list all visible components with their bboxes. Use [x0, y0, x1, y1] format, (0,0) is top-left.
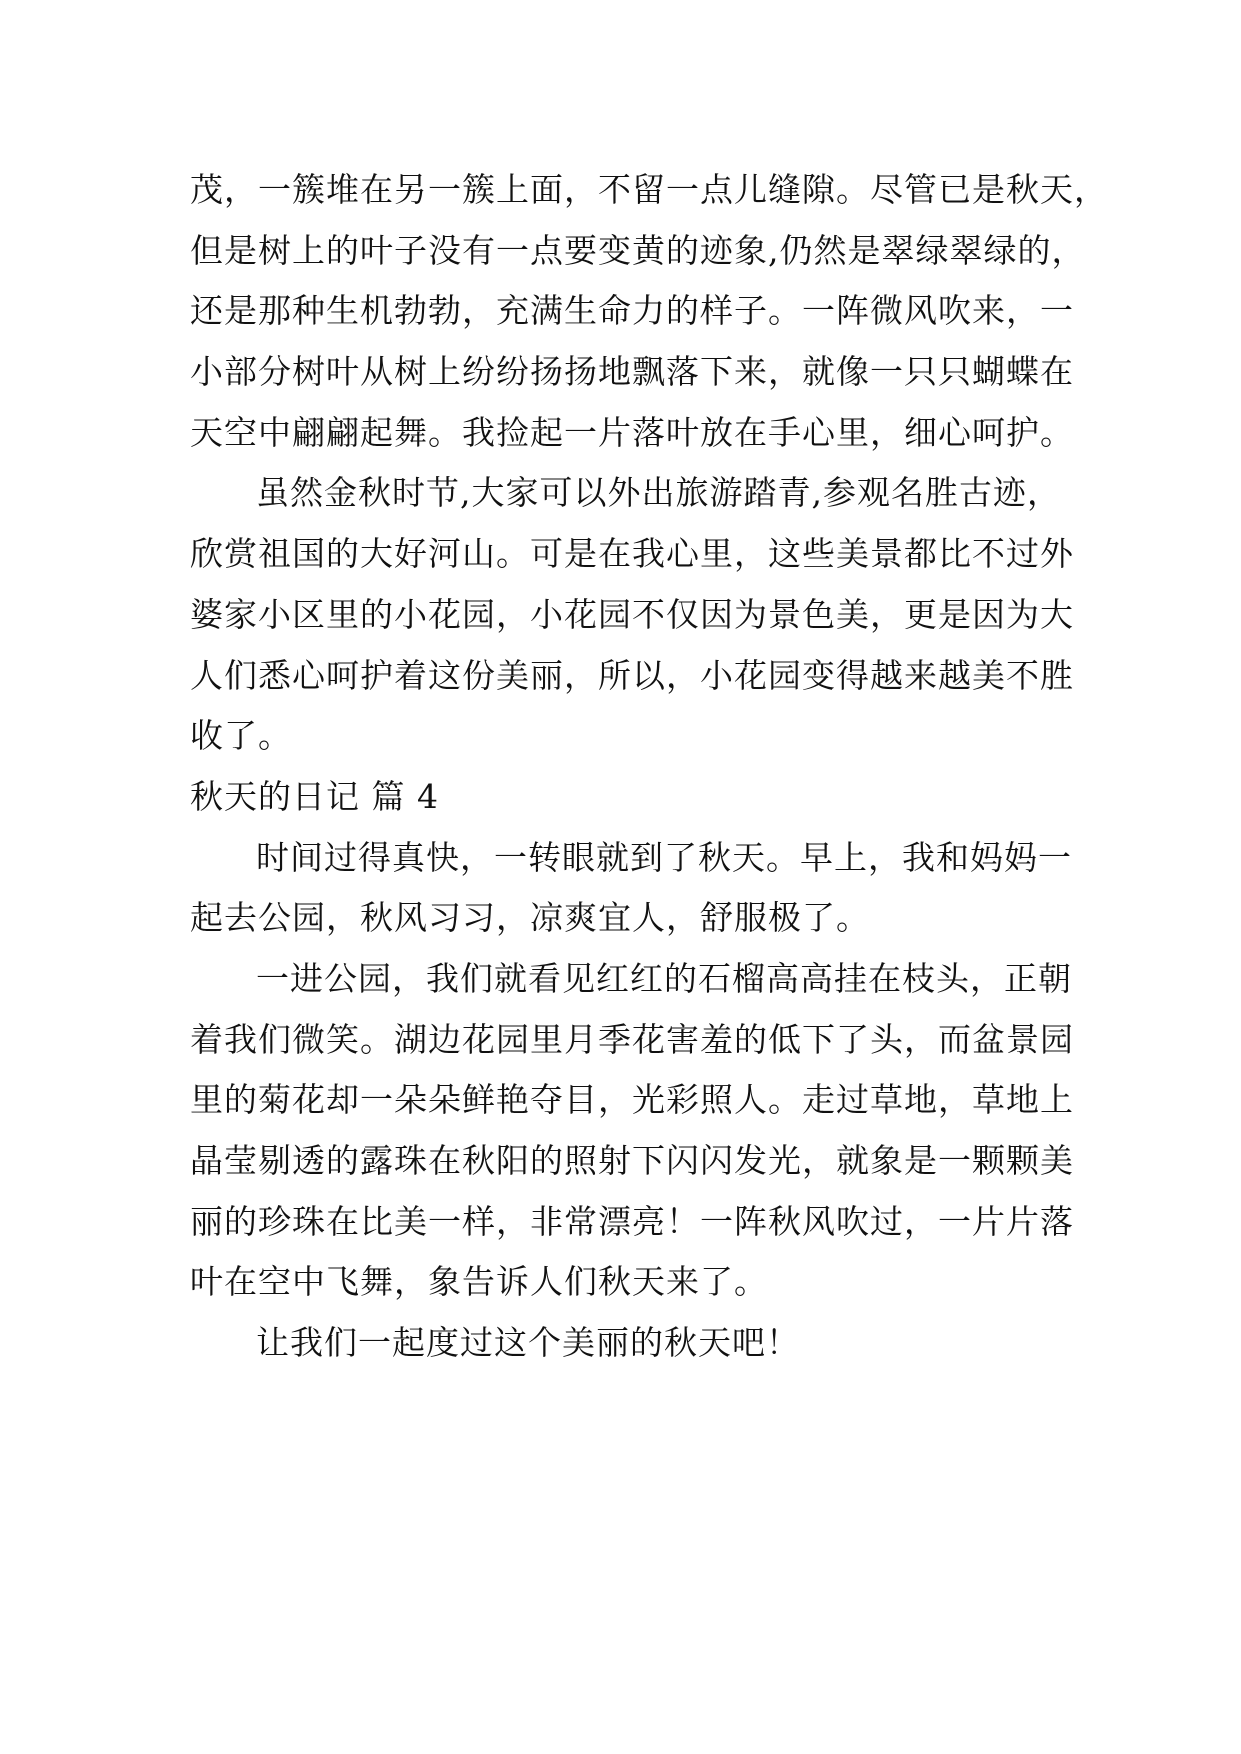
text-line: 里的菊花却一朵朵鲜艳夺目，光彩照人。走过草地，草地上	[190, 1080, 1074, 1120]
paragraph-first-line: 虽然金秋时节,大家可以外出旅游踏青,参观名胜古迹，	[256, 473, 1061, 513]
text-line: 晶莹剔透的露珠在秋阳的照射下闪闪发光，就象是一颗颗美	[190, 1141, 1074, 1180]
text-line: 茂，一簇堆在另一簇上面，不留一点儿缝隙。尽管已是秋天，	[190, 170, 1108, 209]
text-line: 起去公园，秋风习习，凉爽宜人，舒服极了。	[190, 898, 870, 938]
paragraph-first-line: 时间过得真快，一转眼就到了秋天。早上，我和妈妈一	[256, 837, 1072, 877]
document-body	[190, 160, 1108, 1374]
paragraph-first-line: 让我们一起度过这个美丽的秋天吧！	[256, 1323, 800, 1363]
text-line: 但是树上的叶子没有一点要变黄的迹象,仍然是翠绿翠绿的，	[190, 230, 1086, 270]
text-line: 叶在空中飞舞，象告诉人们秋天来了。	[190, 1262, 768, 1302]
text-line: 小部分树叶从树上纷纷扬扬地飘落下来，就像一只只蝴蝶在	[190, 352, 1074, 392]
text-line: 天空中翩翩起舞。我捡起一片落叶放在手心里，细心呵护。	[190, 412, 1074, 452]
text-line: 着我们微笑。湖边花园里月季花害羞的低下了头，而盆景园	[190, 1019, 1074, 1059]
text-line: 还是那种生机勃勃，充满生命力的样子。一阵微风吹来，一	[190, 291, 1074, 331]
section-heading: 秋天的日记 篇 4	[190, 776, 439, 816]
text-line: 收了。	[190, 716, 292, 756]
text-line: 丽的珍珠在比美一样，非常漂亮！一阵秋风吹过，一片片落	[190, 1201, 1074, 1241]
text-line: 欣赏祖国的大好河山。可是在我心里，这些美景都比不过外	[190, 534, 1074, 574]
text-line: 人们悉心呵护着这份美丽，所以，小花园变得越来越美不胜	[190, 655, 1074, 695]
text-line: 婆家小区里的小花园，小花园不仅因为景色美，更是因为大	[190, 594, 1074, 634]
paragraph-first-line: 一进公园，我们就看见红红的石榴高高挂在枝头，正朝	[256, 958, 1072, 998]
